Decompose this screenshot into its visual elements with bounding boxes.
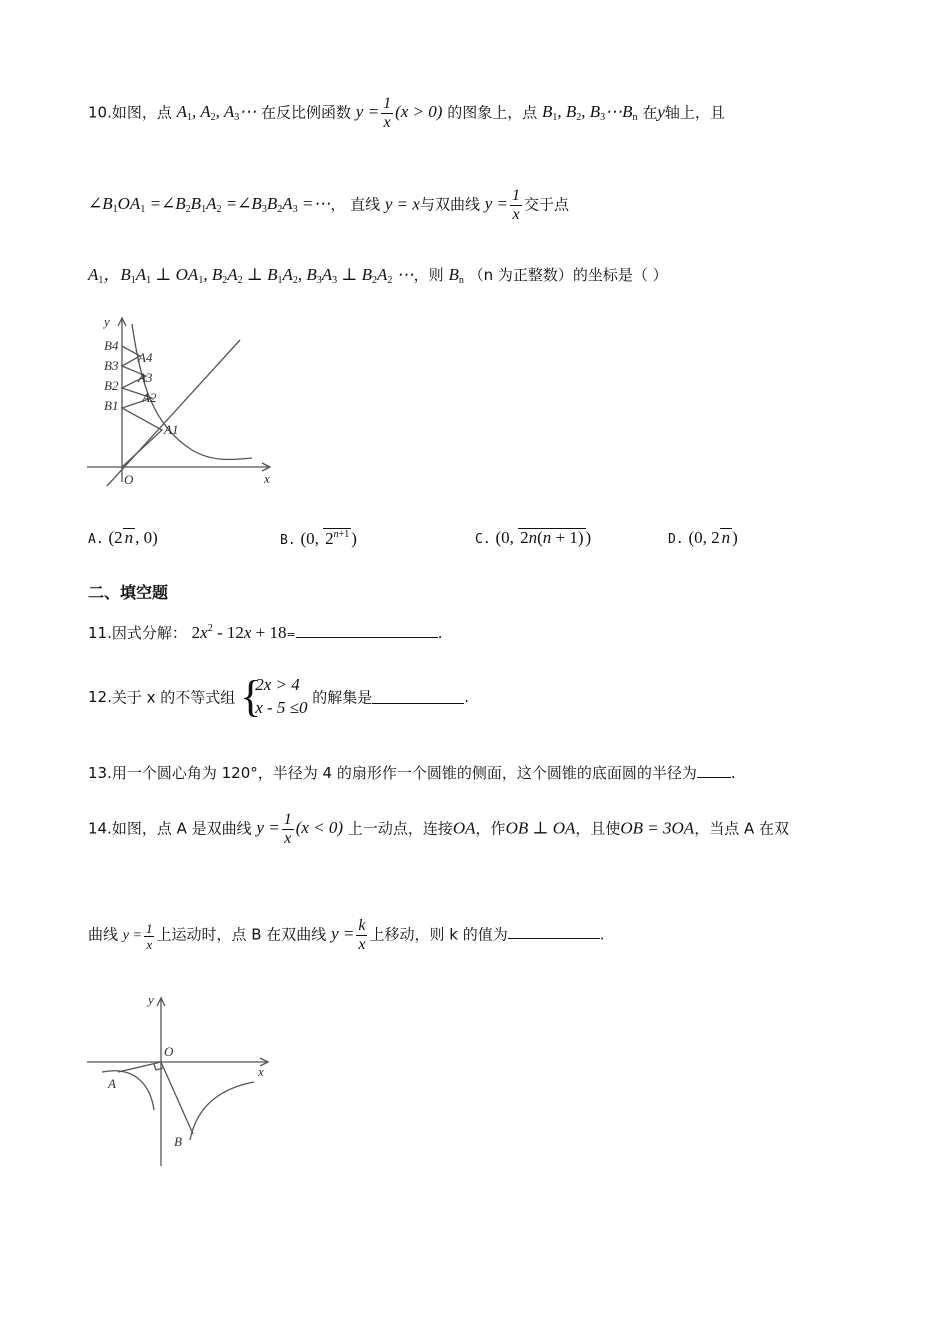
q10-points-b: $B_1$, $B_2$, $B_3\cdots B_n$ bbox=[541, 102, 638, 124]
q10-angles: $\angle B_1OA_1$ $=\angle B_2B_1A_2$ $=\angle B_3B_2A_3$ =⋯ bbox=[88, 194, 331, 216]
q10-text6: 轴上，且 bbox=[664, 103, 725, 122]
q10-option-b[interactable] bbox=[280, 528, 357, 549]
q14-line2-text2: 上运动时，点 B 在双曲线 bbox=[156, 925, 327, 944]
q10-fig-label-b2: B2 bbox=[104, 378, 119, 393]
q10-text3: 的图象上，点 bbox=[447, 103, 538, 122]
option-c-value: (0, 2n(n + 1) ) bbox=[495, 528, 592, 547]
q14-fig-label-b: B bbox=[174, 1134, 182, 1149]
option-b-value: (0, $2^{n+1}$ ) bbox=[300, 529, 357, 548]
q10-line-eq: y = x bbox=[384, 194, 420, 214]
q10-perp-conditions: $A_1$，$B_1A_1$ ⊥ $OA_1$, $B_2A_2$ ⊥ $B_1A_2$, $B_3A_3$ ⊥ $B_2A_2$ ⋯ bbox=[88, 265, 414, 286]
q14-hyperbola-k: y = $\frac{k}{x}$ bbox=[331, 917, 366, 953]
q14-hyperbola2: y = $\frac{1}{x}$ bbox=[122, 920, 153, 952]
q10-fig-line-yx bbox=[107, 340, 240, 486]
q12-row1: 2x > 4 bbox=[255, 675, 300, 694]
q14-line2-text3: 上移动，则 k 的值为 bbox=[369, 925, 508, 944]
q14-text4: ，且使 bbox=[575, 819, 621, 838]
q10-text4: 在 bbox=[642, 103, 658, 122]
q14-end: . bbox=[599, 925, 605, 944]
q14-line1 bbox=[88, 812, 789, 847]
option-a-value: (2 n , 0) bbox=[108, 528, 158, 547]
q10-line3-text2: （n 为正整数）的坐标是（ ） bbox=[468, 266, 668, 284]
q11-expression: $2x^2 - 12x + 18$ bbox=[191, 623, 287, 642]
option-d-value: (0, 2 n ) bbox=[688, 528, 738, 547]
q10-y-axis: y bbox=[657, 102, 665, 122]
q10-line2-text2: 与双曲线 bbox=[419, 195, 480, 214]
option-d-label: D. bbox=[668, 532, 684, 547]
q14-fig-label-a: A bbox=[108, 1076, 116, 1091]
q10-bn: $B_n$ bbox=[448, 265, 464, 286]
q10-option-c[interactable] bbox=[475, 528, 591, 548]
q11-eq: = bbox=[286, 628, 296, 641]
q14-fig-segment-ob bbox=[161, 1062, 193, 1134]
q10-text1: 如图，点 bbox=[111, 103, 172, 122]
q10-line3-text1: ，则 bbox=[413, 266, 444, 284]
q11 bbox=[88, 622, 443, 643]
q10-line2-text3: 交于点 bbox=[524, 195, 570, 214]
q14-oa: OA bbox=[452, 818, 476, 838]
q14-answer-blank[interactable] bbox=[508, 924, 600, 939]
q10-fig-label-b4: B4 bbox=[104, 338, 119, 353]
q10-hyperbola: y = $\frac{1}{x}$ bbox=[484, 187, 521, 223]
q14-number: 14. bbox=[88, 819, 112, 838]
q12-text: 关于 x 的不等式组 bbox=[111, 688, 236, 707]
q13-text: 用一个圆心角为 120°，半径为 4 的扇形作一个圆锥的侧面，这个圆锥的底面圆的半径为 bbox=[111, 764, 697, 782]
option-a-label: A. bbox=[88, 532, 104, 547]
q10-function: y = $\frac{1}{x}$ (x > 0) bbox=[355, 95, 443, 131]
q10-fig-label-o: O bbox=[124, 472, 134, 487]
q13 bbox=[88, 762, 736, 783]
q11-number: 11. bbox=[88, 624, 112, 642]
q10-fig-label-x: x bbox=[264, 471, 270, 486]
q12 bbox=[88, 671, 470, 721]
q14-fig-label-y: y bbox=[148, 992, 154, 1007]
q10-fig-label-b3: B3 bbox=[104, 358, 119, 373]
q10-option-d[interactable] bbox=[668, 528, 738, 548]
q12-row2: x - 5 ≤0 bbox=[255, 697, 308, 717]
q13-answer-blank[interactable] bbox=[697, 763, 731, 778]
q10-line3 bbox=[88, 260, 668, 286]
q10-fig-label-b1: B1 bbox=[104, 398, 119, 413]
q14-text5: ，当点 A 在双 bbox=[694, 819, 789, 838]
q10-fig-label-y: y bbox=[104, 314, 110, 329]
q14-fig-label-x: x bbox=[258, 1064, 264, 1079]
q14-hyperbola1: y = $\frac{1}{x}$ (x < 0) bbox=[256, 811, 344, 847]
q14-ratio: OB = 3OA bbox=[620, 818, 695, 838]
q14-fig-label-o: O bbox=[164, 1044, 174, 1059]
q10-points-a: $A_1$, $A_2$, $A_3\cdots$ bbox=[176, 102, 257, 124]
option-b-label: B. bbox=[280, 533, 296, 548]
q11-end: . bbox=[437, 624, 443, 642]
q12-number: 12. bbox=[88, 687, 112, 706]
q10-number: 10. bbox=[88, 103, 112, 122]
q11-text: 因式分解： bbox=[111, 624, 187, 642]
q12-system bbox=[255, 674, 307, 720]
q12-brace: { bbox=[240, 671, 262, 721]
q10-figure bbox=[82, 310, 282, 490]
q12-end: . bbox=[464, 687, 470, 706]
q12-answer-blank[interactable] bbox=[372, 689, 464, 704]
q14-line2-text1: 曲线 bbox=[88, 925, 119, 944]
q11-answer-blank[interactable] bbox=[296, 623, 438, 638]
q14-fig-hyperbola-right bbox=[190, 1082, 254, 1140]
q10-fig-label-a4: A4 bbox=[138, 350, 153, 365]
q12-text2: 的解集是 bbox=[312, 688, 373, 707]
q10-line2: $\angle B_1OA_1$ $=\angle B_2B_1A_2$ $=\angle B_3B_2A_3$ =⋯， 直线 y = x与双曲线 y = $\frac{1}{x}$ 交于点 bbox=[88, 187, 570, 223]
section-fill-blank-title: 二、填空题 bbox=[88, 583, 169, 602]
q10-text2: 在反比例函数 bbox=[260, 103, 351, 122]
q13-end: . bbox=[730, 764, 736, 782]
q10-option-a[interactable] bbox=[88, 528, 158, 548]
option-c-label: C. bbox=[475, 532, 491, 547]
q10-line2-text1: 直线 bbox=[350, 195, 381, 214]
q13-number: 13. bbox=[88, 764, 112, 782]
q14-text1: 如图，点 A 是双曲线 bbox=[111, 819, 252, 838]
q10-line1 bbox=[88, 96, 725, 131]
q14-text2: 上一动点，连接 bbox=[347, 819, 453, 838]
q10-fig-label-a3: A3 bbox=[138, 370, 153, 385]
q14-line2 bbox=[88, 918, 604, 953]
q14-perp: OB ⊥ OA bbox=[505, 818, 576, 838]
q14-figure bbox=[82, 990, 282, 1170]
q14-text3: ，作 bbox=[475, 819, 506, 838]
q10-fig-label-a1: A1 bbox=[164, 422, 179, 437]
q10-fig-label-a2: A2 bbox=[142, 390, 157, 405]
